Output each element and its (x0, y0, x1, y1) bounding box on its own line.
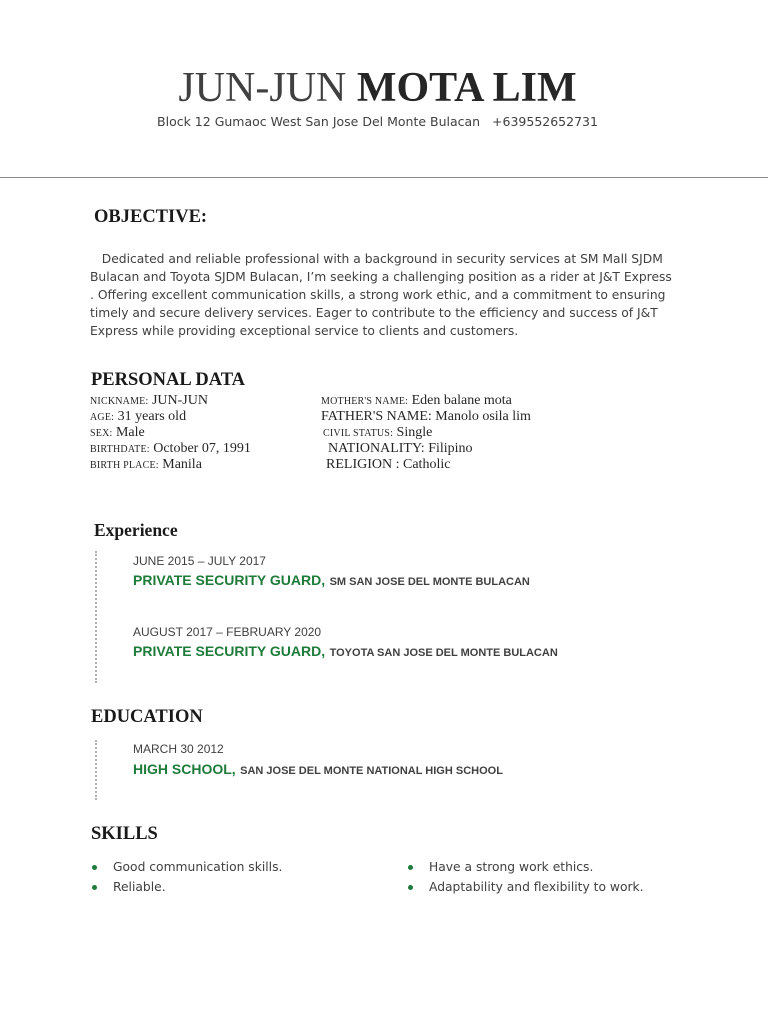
education-1-role (133, 761, 503, 779)
sex-value: Male (115, 425, 145, 440)
address: Block 12 Gumaoc West San Jose Del Monte Bulacan (157, 114, 481, 129)
birthdate-value: October 07, 1991 (153, 441, 251, 456)
education-1-dates: MARCH 30 2012 (133, 742, 224, 756)
father-label: FATHER'S NAME: (321, 409, 432, 424)
personal-nickname (90, 393, 208, 409)
education-1-org: SAN JOSE DEL MONTE NATIONAL HIGH SCHOOL (240, 765, 503, 777)
age-value: 31 years old (117, 409, 187, 424)
experience-1-org: SM SAN JOSE DEL MONTE BULACAN (329, 576, 530, 588)
personal-birthdate (90, 441, 251, 457)
contact-line (0, 114, 755, 129)
experience-1-dates: JUNE 2015 – JULY 2017 (133, 554, 266, 568)
experience-2-title: PRIVATE SECURITY GUARD, (133, 643, 326, 659)
nickname-label: NICKNAME: (90, 396, 149, 407)
skill-3-bullet-icon (408, 865, 413, 870)
experience-timeline-line (95, 551, 97, 683)
sex-label: SEX: (90, 428, 113, 439)
personal-birthplace (90, 457, 202, 473)
objective-paragraph: Dedicated and reliable professional with a background in security services at SM Mall SJDM Bulacan and Toyota SJDM Bulacan, I’m seeking a challenging position as a rider at J&T Express . Offering excellent communication skills, a strong work ethic, and a commitment to ensuring timely and secure delivery services. Eager to contribute to the efficiency and success of J&T Express while providing exceptional service to clients and customers. (90, 252, 672, 338)
skill-1: Good communication skills. (113, 860, 283, 874)
experience-heading: Experience (94, 520, 178, 540)
religion-value: Catholic (403, 457, 451, 472)
mother-value: Eden balane mota (411, 393, 512, 408)
education-heading: EDUCATION (91, 707, 203, 727)
experience-1-role (133, 572, 530, 590)
last-name: MOTA LIM (356, 65, 577, 111)
birthplace-label: BIRTH PLACE: (90, 460, 159, 471)
nationality-value: Filipino (428, 441, 473, 456)
experience-2-role (133, 643, 558, 661)
father-value: Manolo osila lim (435, 409, 531, 424)
nickname-value: JUN-JUN (151, 393, 208, 408)
personal-age (90, 409, 186, 425)
education-timeline-line (95, 740, 97, 800)
personal-nationality (328, 441, 473, 457)
civil-status-value: Single (396, 425, 433, 440)
civil-status-label: CIVIL STATUS: (323, 428, 394, 439)
skill-1-bullet-icon (92, 865, 97, 870)
objective-text (90, 250, 675, 340)
header-divider (0, 177, 768, 178)
objective-heading: OBJECTIVE: (94, 207, 208, 227)
skill-4-bullet-icon (408, 885, 413, 890)
experience-1-title: PRIVATE SECURITY GUARD, (133, 572, 326, 588)
skill-2-bullet-icon (92, 885, 97, 890)
personal-civil-status (323, 425, 432, 441)
personal-religion (326, 457, 450, 473)
first-name: JUN-JUN (178, 65, 347, 111)
skills-heading: SKILLS (91, 824, 158, 844)
personal-data-heading: PERSONAL DATA (91, 370, 246, 390)
religion-label: RELIGION : (326, 457, 400, 472)
experience-2-org: TOYOTA SAN JOSE DEL MONTE BULACAN (329, 647, 558, 659)
personal-sex (90, 425, 145, 441)
personal-mother (321, 393, 512, 409)
phone: +639552652731 (492, 114, 598, 129)
experience-2-dates: AUGUST 2017 – FEBRUARY 2020 (133, 625, 322, 639)
skill-4: Adaptability and flexibility to work. (429, 880, 644, 894)
mother-label: MOTHER'S NAME: (321, 396, 409, 407)
birthdate-label: BIRTHDATE: (90, 444, 150, 455)
personal-father (321, 409, 531, 425)
skill-3: Have a strong work ethics. (429, 860, 594, 874)
birthplace-value: Manila (162, 457, 202, 472)
age-label: AGE: (90, 412, 115, 423)
skill-2: Reliable. (113, 880, 166, 894)
resume-name (0, 64, 755, 112)
nationality-label: NATIONALITY: (328, 441, 425, 456)
education-1-title: HIGH SCHOOL, (133, 761, 236, 777)
